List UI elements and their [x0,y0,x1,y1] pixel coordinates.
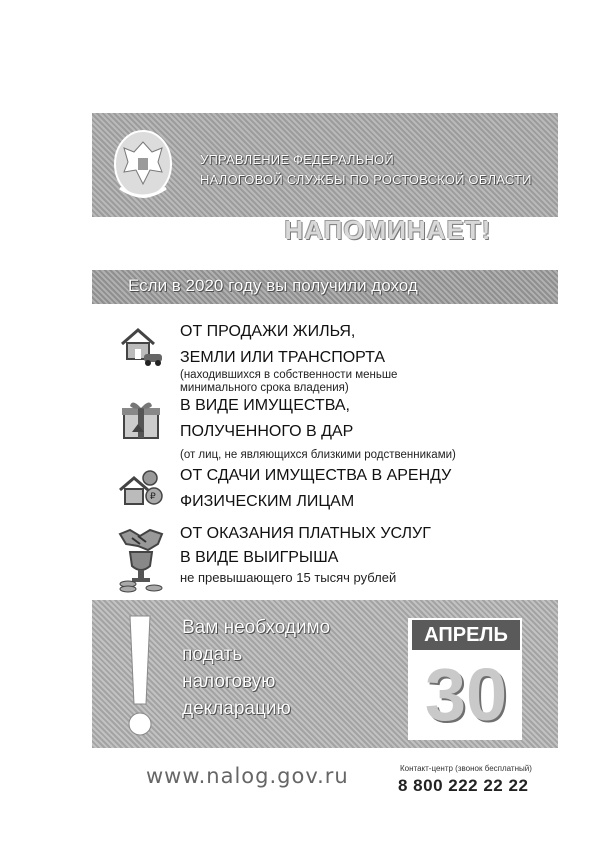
item-title-line-2: ПОЛУЧЕННОГО В ДАР [180,423,354,440]
message-line-2: подать [182,644,243,665]
fns-emblem-icon [112,128,174,202]
svg-text:₽: ₽ [150,492,156,502]
item-title-line-1: ОТ ОКАЗАНИЯ ПЛАТНЫХ УСЛУГ [180,525,431,542]
item-note-line-1: не превышающего 15 тысяч рублей [180,570,397,585]
reminds-heading: НАПОМИНАЕТ! [284,215,492,245]
agency-line-2: НАЛОГОВОЙ СЛУЖБЫ ПО РОСТОВСКОЙ ОБЛАСТИ [200,172,532,187]
declaration-message [182,614,402,722]
gift-icon [118,396,164,442]
item-note-line-1: (от лиц, не являющихся близкими родственниками) [180,449,456,461]
house-coins-icon [118,466,164,512]
agency-name [200,150,550,190]
message-line-1: Вам необходимо [182,617,331,638]
item-title-line-1: В ВИДЕ ВЫИГРЫША [180,549,339,566]
agency-line-1: УПРАВЛЕНИЕ ФЕДЕРАЛЬНОЙ [200,152,394,167]
house-car-icon [118,322,164,368]
item-title-line-1: ОТ ПРОДАЖИ ЖИЛЬЯ, [180,323,356,340]
question-text: Если в 2020 году вы получили доход [128,276,418,295]
trophy-coins-icon [118,548,164,594]
message-line-3: налоговую [182,671,276,692]
item-title-line-1: В ВИДЕ ИМУЩЕСТВА, [180,397,350,414]
message-line-4: декларацию [182,698,291,719]
item-note-line-2: минимального срока владения) [180,382,349,394]
contact-center-label: Контакт-центр (звонок бесплатный) [400,764,532,773]
phone-number: 8 800 222 22 22 [398,776,529,795]
item-note-line-1: (находившихся в собственности меньше [180,369,398,381]
item-title-line-2: ЗЕМЛИ ИЛИ ТРАНСПОРТА [180,349,386,366]
exclamation-icon [120,612,160,740]
website-link[interactable]: www.nalog.gov.ru [146,764,349,788]
item-title-line-1: ОТ СДАЧИ ИМУЩЕСТВА В АРЕНДУ [180,467,452,484]
deadline-month: АПРЕЛЬ [412,620,520,650]
item-title-line-2: ФИЗИЧЕСКИМ ЛИЦАМ [180,493,355,510]
deadline-day: 30 [424,653,508,736]
